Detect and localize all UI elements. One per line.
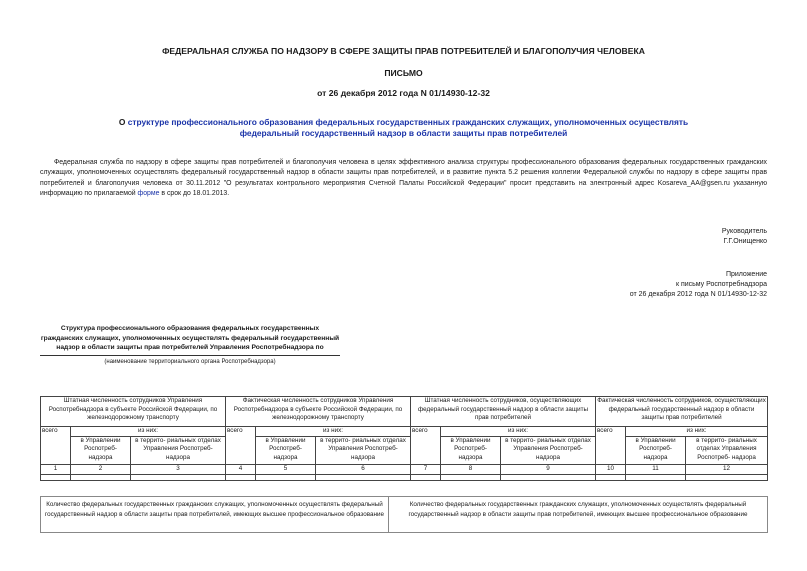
signature-block xyxy=(567,227,767,247)
col-number: 3 xyxy=(131,464,226,474)
sub-header-territorial: в террито- риальных отделах Управления Роспотреб- надзора xyxy=(316,436,411,464)
subject-link[interactable]: структуре профессионального образования федеральных государственных гражданских служащих, уполномоченных осуществлять федеральный государственный надзор в области защиты прав потребителей xyxy=(127,117,689,138)
table-cell[interactable] xyxy=(256,474,316,480)
table-cell[interactable] xyxy=(686,474,768,480)
group-header-1: Штатная численность сотрудников Управления Роспотребнадзора в субъекте Российской Федерации, по железнодорожному транспорту xyxy=(41,397,226,427)
total-header: всего xyxy=(411,427,441,465)
table-row xyxy=(41,397,768,427)
education-header-2: Количество федеральных государственных гражданских служащих, уполномоченных осуществлять федеральный государственный надзор в области защиты прав потребителей, имеющих высшее профессиональное образование xyxy=(389,497,768,533)
sub-header-territorial: в террито- риальных отделах Управления Роспотреб- надзора xyxy=(501,436,596,464)
signature-position: Руководитель xyxy=(721,228,767,235)
col-number: 11 xyxy=(626,464,686,474)
col-number: 9 xyxy=(501,464,596,474)
form-title: Структура профессионального образования федеральных государственных гражданских служащих, уполномоченных осуществлять федеральный государственный надзор в области защиты прав потребителей Управления Роспотребнадзора по xyxy=(40,325,340,351)
col-number: 4 xyxy=(226,464,256,474)
group-header-4: Фактическая численность сотрудников, осуществляющих федеральный государственный надзор в области защиты прав потребителей xyxy=(596,397,768,427)
table-cell[interactable] xyxy=(226,474,256,480)
of-them-header: из них: xyxy=(71,427,226,437)
col-number: 12 xyxy=(686,464,768,474)
body-text-part1: Федеральная служба по надзору в сфере защиты прав потребителей и благополучия человека в целях эффективного анализа структуры профессионального образования федеральных государственных гражданских служащих, уполномоченных осуществлять федеральный государственный надзор в области защиты прав потребителей, и в развитие пункта 5.2 решения коллегии Федеральной службы по надзору в сфере защиты прав потребителей и благополучия человека от 30.11.2012 "О результатах контрольного мероприятия Счетной Палаты Российской Федерации" просит представить на электронный адрес Kosareva_AA@gsen.ru указанную информацию по прилагаемой xyxy=(40,159,767,197)
col-number: 1 xyxy=(41,464,71,474)
appendix-line-3: от 26 декабря 2012 года N 01/14930-12-32 xyxy=(629,291,767,298)
form-fill-line xyxy=(40,355,340,356)
body-text-part2: в срок до 18.01.2013. xyxy=(159,189,230,197)
table-cell[interactable] xyxy=(316,474,411,480)
sub-header-office: в Управлении Роспотреб- надзора xyxy=(626,436,686,464)
sub-header-territorial: в террито- риальных отделах Управления Роспотреб- надзора xyxy=(686,436,768,464)
sub-header-territorial: в террито- риальных отделах Управления Роспотреб- надзора xyxy=(131,436,226,464)
table-cell[interactable] xyxy=(71,474,131,480)
total-header: всего xyxy=(41,427,71,465)
subject-prefix: О xyxy=(118,117,128,127)
table-row xyxy=(41,464,768,474)
appendix-line-1: Приложение xyxy=(725,271,767,278)
education-header-1: Количество федеральных государственных гражданских служащих, уполномоченных осуществлять федеральный государственный надзор в области защиты прав потребителей, имеющих высшее профессиональное образование xyxy=(41,497,389,533)
col-number: 6 xyxy=(316,464,411,474)
table-cell[interactable] xyxy=(501,474,596,480)
table-cell[interactable] xyxy=(441,474,501,480)
signature-name: Г.Г.Онищенко xyxy=(723,238,767,245)
table-cell[interactable] xyxy=(131,474,226,480)
table-row xyxy=(41,497,768,533)
of-them-header: из них: xyxy=(256,427,411,437)
of-them-header: из них: xyxy=(626,427,768,437)
of-them-header: из них: xyxy=(441,427,596,437)
appendix-block xyxy=(567,270,767,300)
staff-table xyxy=(40,396,768,481)
document-date-number: от 26 декабря 2012 года N 01/14930-12-32 xyxy=(317,88,490,98)
document-type: ПИСЬМО xyxy=(384,68,423,78)
col-number: 7 xyxy=(411,464,441,474)
group-header-3: Штатная численность сотрудников, осуществляющих федеральный государственный надзор в области защиты прав потребителей xyxy=(411,397,596,427)
sub-header-office: в Управлении Роспотреб- надзора xyxy=(441,436,501,464)
sub-header-office: в Управлении Роспотреб- надзора xyxy=(256,436,316,464)
total-header: всего xyxy=(226,427,256,465)
table-cell[interactable] xyxy=(626,474,686,480)
appendix-line-2: к письму Роспотребнадзора xyxy=(675,281,767,288)
table-cell[interactable] xyxy=(41,474,71,480)
total-header: всего xyxy=(596,427,626,465)
document-subject xyxy=(100,117,707,139)
letter-body xyxy=(40,158,767,199)
col-number: 8 xyxy=(441,464,501,474)
table-row xyxy=(41,427,768,437)
sub-header-office: в Управлении Роспотреб- надзора xyxy=(71,436,131,464)
group-header-2: Фактическая численность сотрудников Управления Роспотребнадзора в субъекте Российской Федерации, по железнодорожному транспорту xyxy=(226,397,411,427)
education-table xyxy=(40,496,768,533)
col-number: 2 xyxy=(71,464,131,474)
col-number: 5 xyxy=(256,464,316,474)
form-link[interactable]: форме xyxy=(137,189,160,197)
table-row xyxy=(41,474,768,480)
agency-title: ФЕДЕРАЛЬНАЯ СЛУЖБА ПО НАДЗОРУ В СФЕРЕ ЗАЩИТЫ ПРАВ ПОТРЕБИТЕЛЕЙ И БЛАГОПОЛУЧИЯ ЧЕЛОВЕКА xyxy=(162,46,645,56)
table-cell[interactable] xyxy=(596,474,626,480)
col-number: 10 xyxy=(596,464,626,474)
table-cell[interactable] xyxy=(411,474,441,480)
table-row xyxy=(41,436,768,464)
form-caption: (наименование территориального органа Роспотребнадзора) xyxy=(104,359,276,365)
